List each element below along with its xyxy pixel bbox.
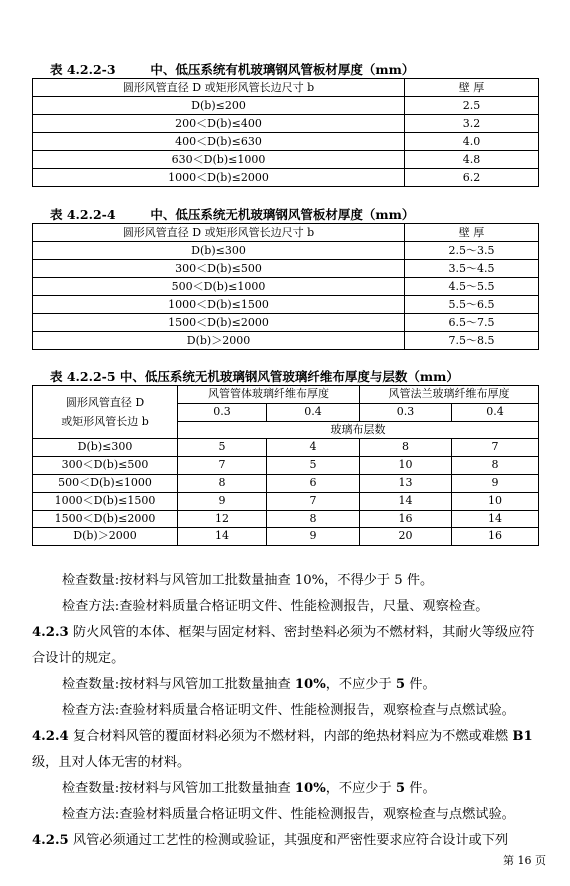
clause-number: 4.2.3 [32, 625, 69, 640]
table-cell: D(b)≤300 [33, 242, 405, 260]
table-header-cell: 圆形风管直径 D 或矩形风管长边尺寸 b [33, 79, 405, 97]
table-cell: D(b)＞2000 [33, 332, 405, 350]
table-cell: 14 [178, 528, 267, 546]
text-run: B1 [512, 729, 533, 744]
table-cell: 7 [452, 439, 539, 457]
table-cell: 9 [452, 474, 539, 492]
table-cell: 5.5～6.5 [405, 296, 539, 314]
text-run: 检查方法: [62, 807, 120, 822]
table-row [33, 314, 539, 332]
table-cell: 7.5～8.5 [405, 332, 539, 350]
table-row [33, 332, 539, 350]
table-cell: 8 [267, 510, 360, 528]
table-cell: 10 [452, 492, 539, 510]
text-run: 10% [294, 677, 326, 692]
clause-text: 防火风管的本体、框架与固定材料、密封垫料必须为不燃材料，其耐火等级应符合设计的规定。 [32, 625, 535, 666]
table-cell: 400＜D(b)≤630 [33, 133, 405, 151]
table-row [33, 133, 539, 151]
table-header-cell: 壁 厚 [405, 79, 539, 97]
table-row [33, 151, 539, 169]
table-row [33, 474, 539, 492]
paragraph [32, 776, 542, 802]
table-header-cell: 0.3 [360, 403, 452, 421]
paragraph [32, 802, 542, 828]
table2-caption [50, 205, 414, 223]
table-cell: 14 [360, 492, 452, 510]
table-cell: 10 [360, 457, 452, 475]
text-run: 件。 [405, 781, 436, 796]
text-run: 级，且对人体无害的材料。 [32, 755, 191, 770]
table1-number: 表 4.2.2-3 [50, 62, 116, 77]
paragraph [32, 698, 542, 724]
table-row [33, 439, 539, 457]
paragraph [32, 672, 542, 698]
table3-title: 中、低压系统无机玻璃钢风管玻璃纤维布厚度与层数（mm） [119, 369, 459, 384]
corner-line-2: 或矩形风管长边 b [61, 415, 149, 429]
text-run: 按材料与风管加工批数量抽查 [119, 677, 295, 692]
clause-4-2-5 [32, 828, 542, 854]
table1-caption [50, 60, 414, 78]
table-cell: 16 [452, 528, 539, 546]
clause-text: 风管必须通过工艺性的检测或验证，其强度和严密性要求应符合设计或下列 [72, 833, 509, 848]
table1 [32, 78, 539, 187]
table-header-cell: 0.4 [452, 403, 539, 421]
text-run: 5 [395, 781, 406, 796]
clause-4-2-3 [32, 620, 542, 672]
table-row [33, 492, 539, 510]
paragraph: 检查数量:按材料与风管加工批数量抽查 10%，不得少于 5 件。 [62, 573, 434, 588]
table-header-row [33, 224, 539, 242]
text-run: 检查方法: [62, 703, 120, 718]
table-row [33, 260, 539, 278]
table3 [32, 385, 539, 546]
table-cell: 8 [360, 439, 452, 457]
table-cell: 1000＜D(b)≤1500 [33, 492, 178, 510]
table-cell: 500＜D(b)≤1000 [33, 474, 178, 492]
table-row [33, 457, 539, 475]
table-corner-cell [33, 386, 178, 439]
table-header-row [33, 386, 539, 404]
table-cell: 6.5～7.5 [405, 314, 539, 332]
page-number: 第 16 页 [503, 854, 546, 867]
table-group-header: 风管管体玻璃纤维布厚度 [178, 386, 360, 404]
table-group-header: 风管法兰玻璃纤维布厚度 [360, 386, 539, 404]
table-cell: 7 [267, 492, 360, 510]
table-header-cell: 壁 厚 [405, 224, 539, 242]
table2-number: 表 4.2.2-4 [50, 207, 116, 222]
table-cell: 16 [360, 510, 452, 528]
table-cell: 6.2 [405, 169, 539, 187]
table-header-cell: 玻璃布层数 [178, 421, 539, 439]
table-cell: 4.0 [405, 133, 539, 151]
table-cell: 8 [178, 474, 267, 492]
table-row [33, 510, 539, 528]
table-cell: 13 [360, 474, 452, 492]
table-cell: 12 [178, 510, 267, 528]
table-cell: D(b)≤200 [33, 97, 405, 115]
table-cell: D(b)＞2000 [33, 528, 178, 546]
table-header-cell: 0.4 [267, 403, 360, 421]
table-cell: 3.5～4.5 [405, 260, 539, 278]
table3-number: 表 4.2.2-5 [50, 369, 116, 384]
text-run: 10% [294, 781, 326, 796]
table-cell: 14 [452, 510, 539, 528]
text-run: 复合材料风管的覆面材料必须为不燃材料，内部的绝热材料应为不燃或难燃 [72, 729, 513, 744]
table-cell: 9 [267, 528, 360, 546]
table-row [33, 278, 539, 296]
text-run: 查验材料质量合格证明文件、性能检测报告，观察检查与点燃试验。 [119, 703, 515, 718]
table-cell: 4.8 [405, 151, 539, 169]
table-cell: 4 [267, 439, 360, 457]
text-run: ，不应少于 [325, 781, 396, 796]
table-cell: 500＜D(b)≤1000 [33, 278, 405, 296]
clause-number: 4.2.5 [32, 833, 69, 848]
table-cell: 630＜D(b)≤1000 [33, 151, 405, 169]
table-header-row [33, 79, 539, 97]
table1-title: 中、低压系统有机玻璃钢风管板材厚度（mm） [150, 62, 415, 77]
table-cell: 1000＜D(b)≤2000 [33, 169, 405, 187]
table-row [33, 169, 539, 187]
table3-caption [50, 367, 459, 385]
text-run: 5 [395, 677, 406, 692]
table-cell: 1500＜D(b)≤2000 [33, 510, 178, 528]
table-row [33, 115, 539, 133]
table-cell: D(b)≤300 [33, 439, 178, 457]
body-text [32, 568, 542, 854]
table-cell: 6 [267, 474, 360, 492]
table-cell: 200＜D(b)≤400 [33, 115, 405, 133]
table-cell: 5 [267, 457, 360, 475]
text-run: 检查数量: [62, 781, 120, 796]
text-run: 按材料与风管加工批数量抽查 [119, 781, 295, 796]
table-cell: 5 [178, 439, 267, 457]
text-run: ，不应少于 [325, 677, 396, 692]
table-cell: 3.2 [405, 115, 539, 133]
table-row [33, 97, 539, 115]
clause-4-2-4 [32, 724, 542, 776]
table-cell: 20 [360, 528, 452, 546]
clause-number: 4.2.4 [32, 729, 69, 744]
text-run: 件。 [405, 677, 436, 692]
text-run: 查验材料质量合格证明文件、性能检测报告，观察检查与点燃试验。 [119, 807, 515, 822]
table-cell: 7 [178, 457, 267, 475]
table2-title: 中、低压系统无机玻璃钢风管板材厚度（mm） [150, 207, 415, 222]
table2 [32, 223, 539, 350]
paragraph: 检查方法:查验材料质量合格证明文件、性能检测报告，尺量、观察检查。 [62, 599, 489, 614]
table-cell: 2.5～3.5 [405, 242, 539, 260]
table-cell: 1500＜D(b)≤2000 [33, 314, 405, 332]
table-row [33, 296, 539, 314]
table-cell: 300＜D(b)≤500 [33, 260, 405, 278]
table-cell: 1000＜D(b)≤1500 [33, 296, 405, 314]
table-cell: 4.5～5.5 [405, 278, 539, 296]
table-row [33, 242, 539, 260]
text-run: 检查数量: [62, 677, 120, 692]
table-header-cell: 0.3 [178, 403, 267, 421]
table-cell: 8 [452, 457, 539, 475]
table-row [33, 528, 539, 546]
table-cell: 2.5 [405, 97, 539, 115]
table-header-cell: 圆形风管直径 D 或矩形风管长边尺寸 b [33, 224, 405, 242]
table-cell: 9 [178, 492, 267, 510]
corner-line-1: 圆形风管直径 D [65, 396, 145, 410]
table-cell: 300＜D(b)≤500 [33, 457, 178, 475]
